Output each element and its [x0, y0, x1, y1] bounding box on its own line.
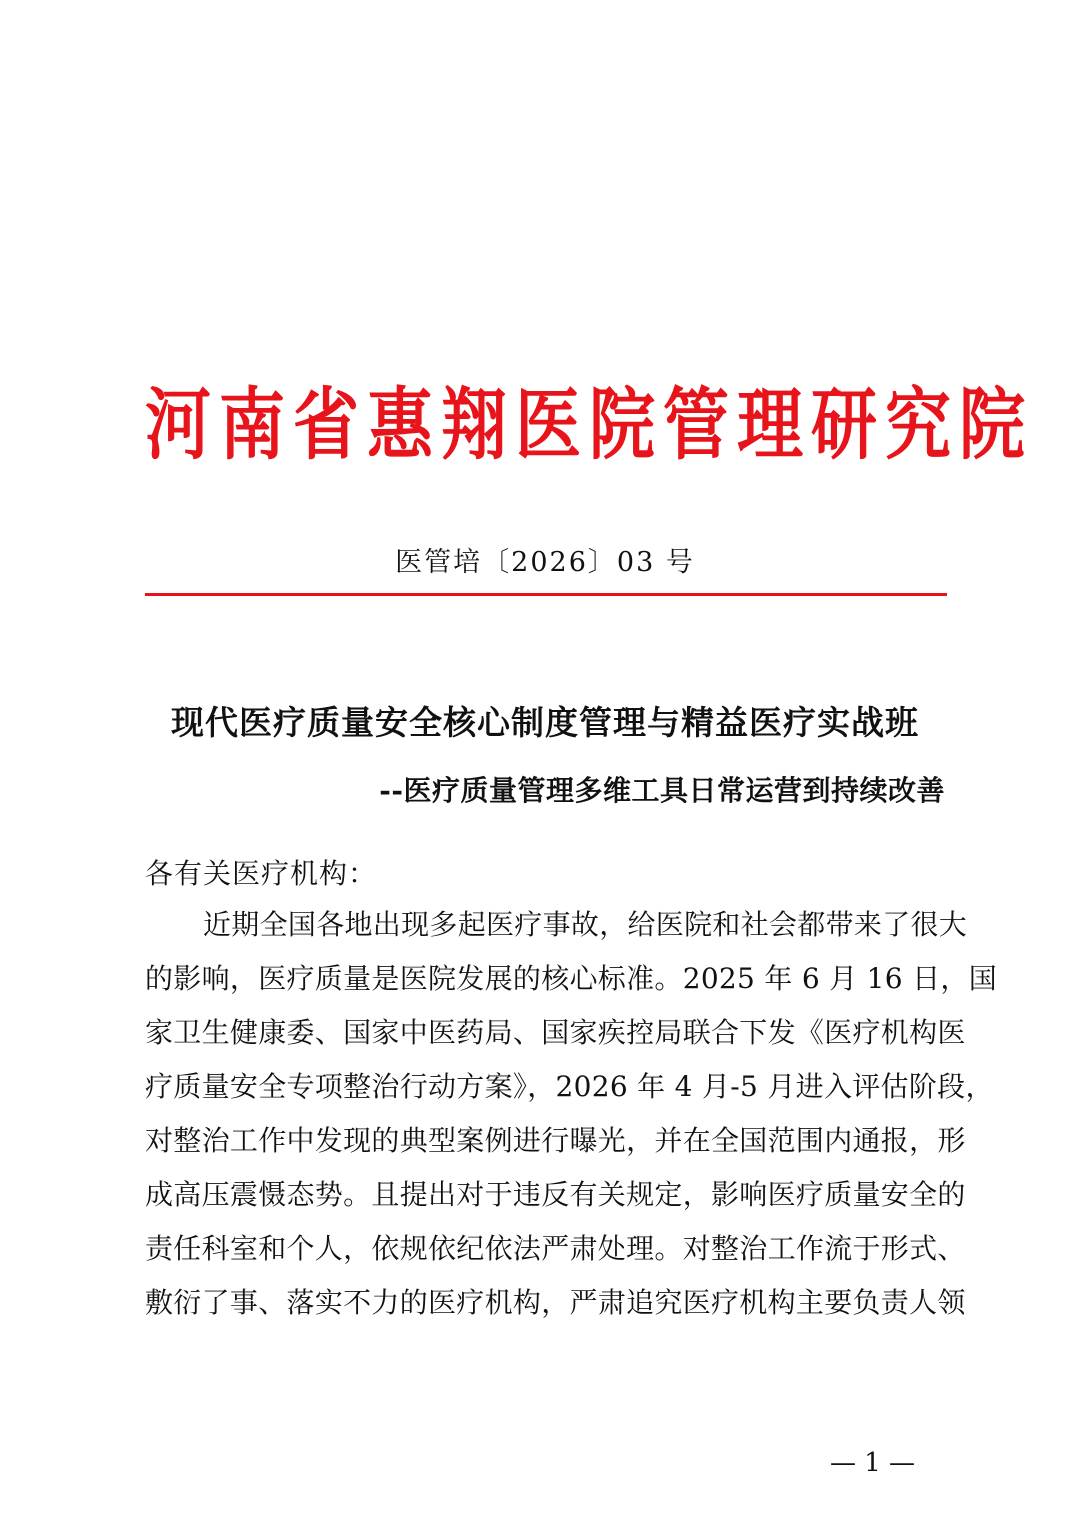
subtitle: --医疗质量管理多维工具日常运营到持续改善 [379, 774, 945, 807]
body-line: 对整治工作中发现的典型案例进行曝光，并在全国范围内通报，形 [145, 1124, 966, 1157]
body-line: 疗质量安全专项整治行动方案》，2026 年 4 月-5 月进入评估阶段， [145, 1070, 994, 1103]
body-line: 成高压震慑态势。且提出对于违反有关规定，影响医疗质量安全的 [145, 1178, 966, 1211]
salutation: 各有关医疗机构： [145, 857, 378, 890]
organization-header: 河南省惠翔医院管理研究院 [145, 378, 1033, 471]
main-title: 现代医疗质量安全核心制度管理与精益医疗实战班 [171, 703, 919, 742]
body-line: 家卫生健康委、国家中医药局、国家疾控局联合下发《医疗机构医 [145, 1016, 966, 1049]
page-number: — 1 — [829, 1448, 916, 1478]
red-divider-line [145, 593, 947, 596]
body-line: 近期全国各地出现多起医疗事故，给医院和社会都带来了很大 [203, 908, 968, 941]
document-number: 医管培〔2026〕03 号 [395, 547, 695, 578]
body-line: 敷衍了事、落实不力的医疗机构，严肃追究医疗机构主要负责人领 [145, 1286, 966, 1319]
body-line: 的影响，医疗质量是医院发展的核心标准。2025 年 6 月 16 日，国 [145, 962, 998, 995]
body-line: 责任科室和个人，依规依纪依法严肃处理。对整治工作流于形式、 [145, 1232, 966, 1265]
body-paragraph [145, 898, 998, 1330]
